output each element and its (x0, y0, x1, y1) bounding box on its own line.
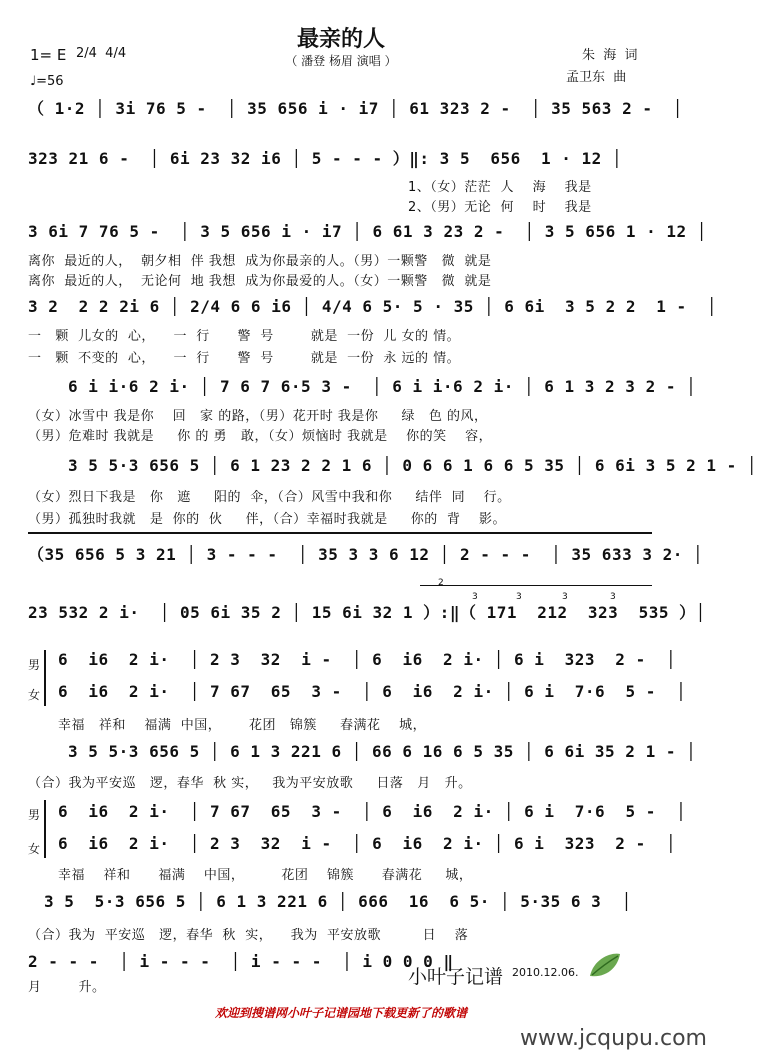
lyric-line: 一 颗 不变的 心， 一 行 警 号 就是 一份 永 远的 情。 (28, 351, 461, 366)
voice-label-male: 男 (28, 808, 41, 822)
music-line-3: 3 6i 7 76 5 - │ 3 5 656 i · i7 │ 6 61 3 23 2 - │ 3 5 656 1 · 12 │ (28, 222, 707, 241)
voice-label-female: 女 (28, 688, 41, 702)
performers-subtitle: （ 潘登 杨眉 演唱 ） (285, 54, 397, 68)
page-title: 最亲的人 (296, 27, 385, 52)
tuplet-mark: 2 (438, 578, 444, 588)
lyricist-credit: 朱 海 词 (582, 48, 638, 63)
music-line-8: 23 532 2 i· │ 05 6i 35 2 │ 15 6i 32 1 ）:‖（ 171 212 323 535 ）│ (28, 603, 706, 622)
composer-credit: 孟卫东 曲 (566, 70, 627, 85)
music-line-11-male: 6 i6 2 i· │ 7 67 65 3 - │ 6 i6 2 i· │ 6 i 7·6 5 - │ (58, 802, 687, 821)
lyric-line-verse1-intro: 1、（女）茫茫 人 海 我是 (408, 180, 592, 195)
lyric-line: （合）我为平安巡 逻，春华 秋 实， 我为平安放歌 日落 月 升。 (28, 776, 472, 791)
lyric-line: 幸福 祥和 福满 中国， 花团 锦簇 春满花 城， (58, 718, 427, 733)
tuplet-mark: 3 (472, 592, 478, 602)
music-line-9-female: 6 i6 2 i· │ 7 67 65 3 - │ 6 i6 2 i· │ 6 i 7·6 5 - │ (58, 682, 687, 701)
staff-bracket (44, 650, 46, 706)
site-watermark[interactable]: www.jcqupu.com (520, 1026, 707, 1051)
lyric-line: （女）冰雪中 我是你 回 家 的路，（男）花开时 我是你 绿 色 的风， (28, 409, 488, 424)
music-line-13: 2 - - - │ i - - - │ i - - - │ i 0 0 0 ‖ (28, 952, 454, 971)
lyric-line-verse2-intro: 2、（男）无论 何 时 我是 (408, 200, 592, 215)
music-line-12: 3 5 5·3 656 5 │ 6 1 3 221 6 │ 666 16 6 5· │ 5·35 6 3 │ (44, 892, 632, 911)
section-divider (28, 532, 652, 534)
tempo-marking: ♩=56 (30, 74, 64, 89)
lyric-line: （合）我为 平安巡 逻，春华 秋 实， 我为 平安放歌 日 落 (28, 928, 469, 943)
key-signature: 1= E (30, 46, 67, 64)
tuplet-mark: 3 (516, 592, 522, 602)
music-line-1: （ 1·2 │ 3i 76 5 - │ 35 656 i · i7 │ 61 323 2 - │ 35 563 2 - │ (28, 99, 683, 118)
staff-bracket (44, 800, 46, 858)
transcription-date: 2010.12.06. (512, 966, 579, 979)
music-line-5: 6 i i·6 2 i· │ 7 6 7 6·5 3 - │ 6 i i·6 2 i· │ 6 1 3 2 3 2 - │ (68, 377, 697, 396)
music-line-10: 3 5 5·3 656 5 │ 6 1 3 221 6 │ 66 6 16 6 5 35 │ 6 6i 35 2 1 - │ (68, 742, 697, 761)
voice-label-male: 男 (28, 658, 41, 672)
lyric-line: 一 颗 儿女的 心， 一 行 警 号 就是 一份 儿 女的 情。 (28, 329, 461, 344)
footer-note: 欢迎到搜谱网小叶子记谱园地下载更新了的歌谱 (214, 1006, 467, 1020)
transcriber-signature: 小叶子记谱 (408, 966, 504, 988)
leaf-icon (586, 950, 624, 982)
voice-label-female: 女 (28, 842, 41, 856)
tuplet-mark: 3 (610, 592, 616, 602)
music-line-7: （35 656 5 3 21 │ 3 - - - │ 35 3 3 6 12 │ 2 - - - │ 35 633 3 2· │ (28, 545, 704, 564)
lyric-line: 离你 最近的人， 无论何 地 我想 成为你最爱的人。（女）一颗警 微 就是 (28, 274, 492, 289)
lyric-line: 月 升。 (28, 980, 106, 995)
lyric-line: 离你 最近的人， 朝夕相 伴 我想 成为你最亲的人。（男）一颗警 微 就是 (28, 254, 492, 269)
lyric-line: 幸福 祥和 福满 中国， 花团 锦簇 春满花 城， (58, 868, 473, 883)
lyric-line: （女）烈日下我是 你 遮 阳的 伞，（合）风雪中我和你 结伴 同 行。 (28, 490, 511, 505)
music-line-11-female: 6 i6 2 i· │ 2 3 32 i - │ 6 i6 2 i· │ 6 i 323 2 - │ (58, 834, 677, 853)
time-signature: 2/4 4/4 (76, 46, 127, 61)
lyric-line: （男）危难时 我就是 你 的 勇 敢，（女）烦恼时 我就是 你的笑 容， (28, 429, 493, 444)
music-line-2: 323 21 6 - │ 6i 23 32 i6 │ 5 - - - ）‖: 3 5 656 1 · 12 │ (28, 149, 623, 168)
repeat-volta-line (420, 585, 652, 586)
tuplet-mark: 3 (562, 592, 568, 602)
music-line-6: 3 5 5·3 656 5 │ 6 1 23 2 2 1 6 │ 0 6 6 1 6 6 5 35 │ 6 6i 3 5 2 1 - │ (68, 456, 757, 475)
music-line-4: 3 2 2 2 2i 6 │ 2/4 6 6 i6 │ 4/4 6 5· 5 · 35 │ 6 6i 3 5 2 2 1 - │ (28, 297, 718, 316)
lyric-line: （男）孤独时我就 是 你的 伙 伴，（合）幸福时我就是 你的 背 影。 (28, 512, 507, 527)
music-line-9-male: 6 i6 2 i· │ 2 3 32 i - │ 6 i6 2 i· │ 6 i 323 2 - │ (58, 650, 677, 669)
